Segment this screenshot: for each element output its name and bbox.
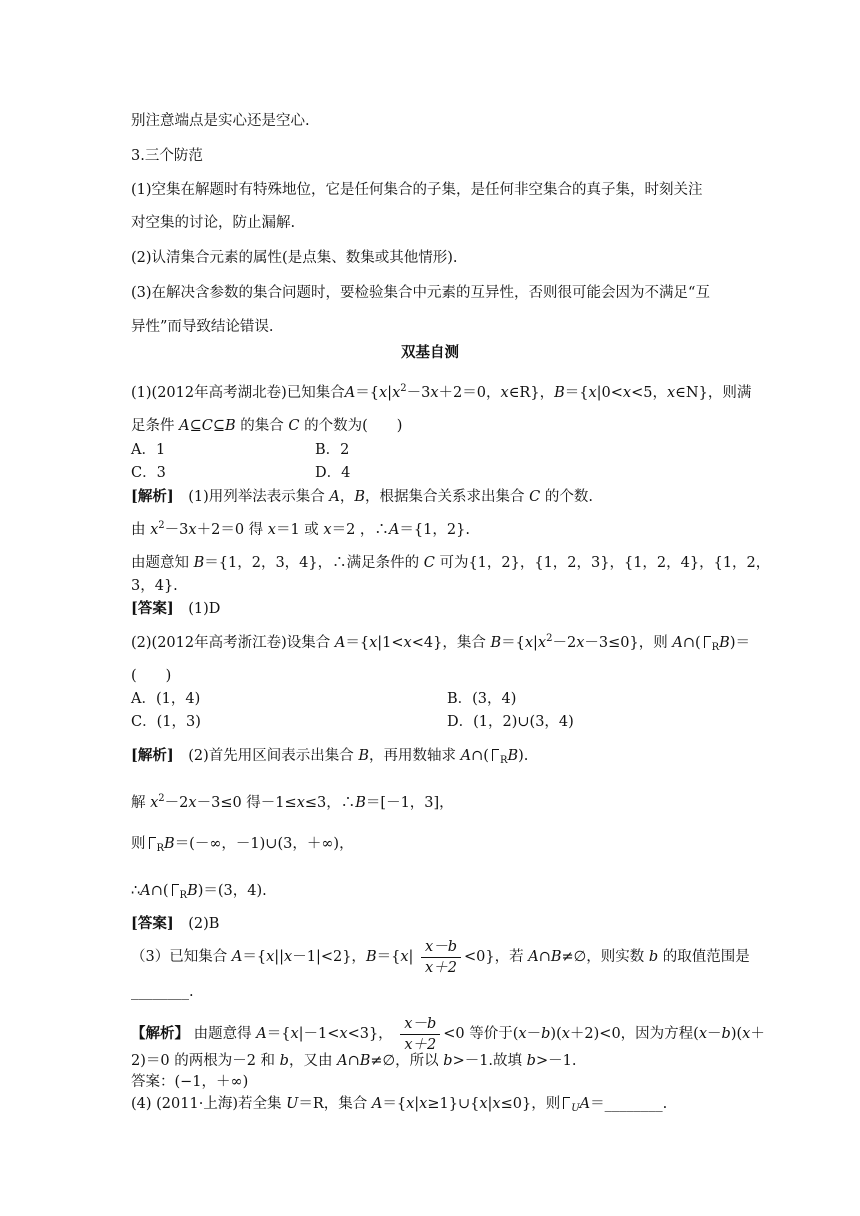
option-a: A．(1，4) — [131, 691, 201, 707]
section-heading: 双基自测 — [401, 345, 459, 361]
analysis-line: 2)＝0 的两根为－2 和 b，又由 A∩B≠∅，所以 b>－1.故填 b>－1. — [131, 1053, 577, 1069]
text-line: 异性”而导致结论错误. — [131, 319, 274, 335]
analysis-line: 由 $x^2-3x+2=0$ 得 x＝1 或 x＝2 ，∴A＝{1，2}. — [131, 520, 470, 538]
analysis-line: 由题意知 B＝{1，2，3，4}，∴满足条件的 C 可为{1，2}，{1，2，3}，{1，2，4}，{1，2， — [131, 555, 771, 571]
question-4-stem: (4) (2011·上海)若全集 U＝R，集合 A＝{x|x≥1}∪{x|x≤0}，则 $_U$A＝________. — [131, 1096, 668, 1114]
analysis-line: ∴A∩( $_R$B)＝(3，4). — [131, 883, 267, 901]
analysis-line: 则 $_R$B＝(－∞，－1)∪(3，＋∞)， — [131, 836, 354, 854]
analysis-line: [解析] (1)用列举法表示集合 A，B，根据集合关系求出集合 C 的个数. — [131, 488, 593, 505]
question-1-stem: (1)(2012年高考湖北卷)已知集合$A=\{x|x^2-3x+2=0$，x∈R}，B＝{x|0<x<5，x∈N}，则满 — [131, 383, 752, 401]
question-3-stem: （3）已知集合 A＝{x||x－1|<2}，B＝{x| $\frac{x-b}{x+2}$ <0}，若 A∩B≠∅，则实数 b 的取值范围是 — [131, 938, 750, 976]
text-line: (1)空集在解题时有特殊地位，它是任何集合的子集，是任何非空集合的真子集，时刻关注 — [131, 182, 703, 198]
option-c: C．(1，3) — [131, 714, 201, 730]
question-2-stem: (2)(2012年高考浙江卷)设集合 A＝{x|1<x<4}，集合 $B=\{x|x^2-2x-3\le 0\}$，则 A∩( $_R$B)＝ — [131, 633, 750, 653]
answer-line: 答案：(−1，＋∞) — [131, 1074, 249, 1090]
answer-line: [答案] (2)B — [131, 915, 220, 932]
text-line: (2)认清集合元素的属性(是点集、数集或其他情形). — [131, 250, 458, 266]
answer-blank: ________. — [131, 984, 194, 1000]
text-line: 对空集的讨论，防止漏解. — [131, 215, 296, 231]
analysis-line: 【解析】 由题意得 A＝{x|－1<x<3}， $\frac{x-b}{x+2}$ <0 等价于(x－b)(x＋2)<0，因为方程(x－b)(x＋ — [131, 1015, 765, 1053]
answer-line: [答案] (1)D — [131, 600, 221, 617]
question-1-stem-cont: 足条件 A⊆C⊆B 的集合 C 的个数为( ) — [131, 418, 403, 434]
question-2-stem-cont: ( ) — [131, 668, 172, 684]
option-d: D．4 — [315, 465, 351, 481]
option-c: C．3 — [131, 465, 166, 481]
option-a: A．1 — [131, 442, 166, 458]
analysis-line: [解析] (2)首先用区间表示出集合 B，再用数轴求 A∩( $_R$B). — [131, 747, 529, 766]
option-b: B．2 — [315, 442, 350, 458]
section-title: 3.三个防范 — [131, 148, 203, 164]
analysis-line: 3，4}. — [131, 578, 178, 594]
option-b: B．(3，4) — [447, 691, 517, 707]
option-d: D．(1，2)∪(3，4) — [447, 714, 574, 730]
text-line: 别注意端点是实心还是空心. — [131, 113, 310, 129]
analysis-line: 解 $x^2-2x-3\le 0$ 得－1≤x≤3，∴B＝[－1，3]， — [131, 793, 454, 811]
text-line: (3)在解决含参数的集合问题时，要检验集合中元素的互异性，否则很可能会因为不满足“互 — [131, 285, 710, 301]
